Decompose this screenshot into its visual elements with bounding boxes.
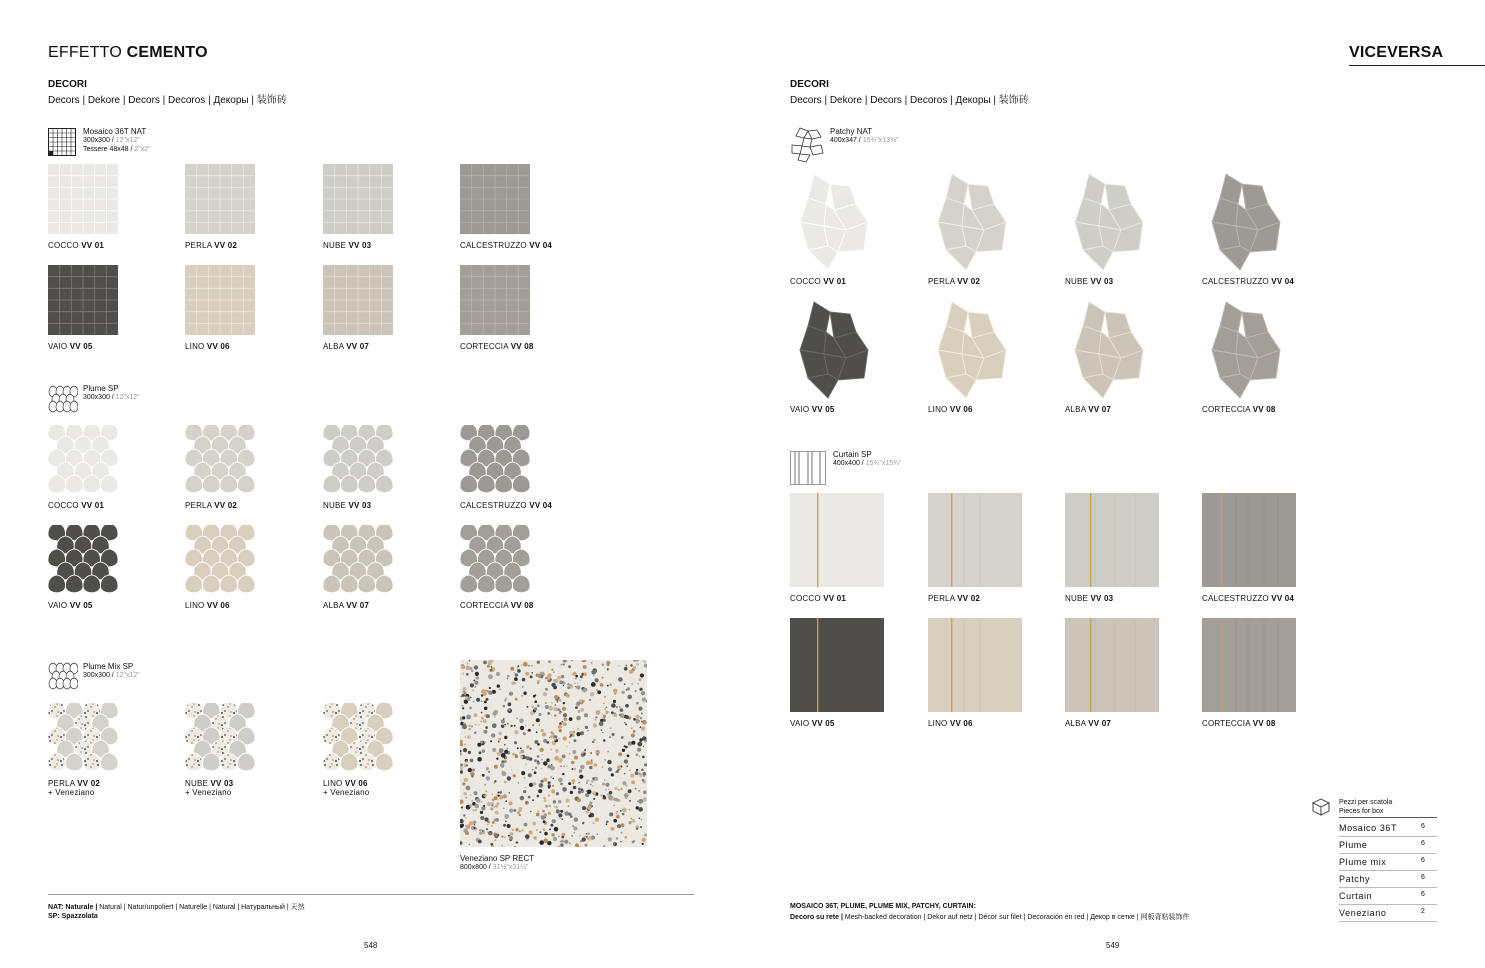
pieces-row	[1339, 888, 1437, 905]
plume-scale-icon	[48, 385, 78, 413]
patchy-caption-3	[1065, 277, 1113, 286]
patchy-swatch-3	[1065, 172, 1145, 272]
pieces-row	[1339, 905, 1437, 922]
colour-name: CORTECCIA	[460, 601, 511, 610]
patchy-caption-4	[1202, 277, 1294, 286]
plume-caption-1	[48, 501, 104, 510]
colour-code: VV 02	[957, 277, 981, 286]
plume-caption-4	[460, 501, 552, 510]
pieces-rule	[1339, 817, 1437, 818]
colour-name: CALCESTRUZZO	[1202, 594, 1272, 603]
colour-code: VV 07	[1088, 719, 1112, 728]
pieces-row-value: 2	[1421, 908, 1426, 915]
mix-extra: + Veneziano	[185, 788, 232, 797]
colour-name: ALBA	[1065, 405, 1089, 414]
mosaico-caption-3	[323, 241, 371, 250]
mix-extra: + Veneziano	[323, 788, 370, 797]
colour-code: VV 01	[823, 594, 846, 603]
colour-code: VV 06	[344, 779, 368, 788]
patchy-dim: 400x347 / 15¾"x13⅝"	[830, 137, 899, 144]
pieces-row-value: 6	[1421, 857, 1426, 864]
curtain-caption-5	[790, 719, 835, 728]
mosaico-info	[83, 127, 151, 154]
curtain-info	[833, 450, 901, 468]
patchy-caption-1	[790, 277, 846, 286]
mosaico-grid-icon	[48, 128, 76, 156]
mosaico-caption-7	[323, 342, 369, 351]
mosaico-caption-1	[48, 241, 104, 250]
plume-mix-caption-2	[185, 779, 233, 797]
pieces-row	[1339, 871, 1437, 888]
page-header-left: EFFETTO CEMENTO	[48, 44, 208, 61]
colour-code: VV 06	[949, 405, 973, 414]
colour-code: VV 08	[510, 601, 534, 610]
colour-code: VV 05	[811, 719, 835, 728]
header-rule	[1349, 65, 1485, 66]
colour-name: VAIO	[48, 342, 70, 351]
patchy-swatch-8	[1202, 300, 1282, 400]
colour-name: COCCO	[790, 594, 824, 603]
mesh-legend: Decoro su rete | Mesh-backed decoration | Dekor auf netz | Décor sur filet | Decoración en red | Декор в сетке | 网板背粘装饰件	[790, 914, 1190, 921]
plume-name: Plume SP	[83, 384, 119, 393]
plume-swatch-6	[185, 525, 255, 595]
curtain-caption-8	[1202, 719, 1276, 728]
patchy-swatch-4	[1202, 172, 1282, 272]
pieces-row-label: Mosaico 36T	[1339, 823, 1398, 833]
mix-extra: + Veneziano	[48, 788, 95, 797]
patchy-caption-7	[1065, 405, 1111, 414]
colour-code: VV 03	[210, 779, 234, 788]
pieces-row-value: 6	[1421, 874, 1426, 881]
colour-name: COCCO	[48, 501, 82, 510]
patchy-swatch-5	[790, 300, 870, 400]
colour-code: VV 02	[77, 779, 101, 788]
colour-code: VV 07	[346, 342, 370, 351]
curtain-swatch-3	[1065, 493, 1159, 587]
mosaico-swatch-5	[48, 265, 118, 335]
colour-name: PERLA	[928, 594, 958, 603]
mosaico-caption-8	[460, 342, 534, 351]
patchy-info	[830, 127, 898, 145]
pieces-row	[1339, 837, 1437, 854]
pieces-row	[1339, 854, 1437, 871]
colour-name: CALCESTRUZZO	[1202, 277, 1272, 286]
patchy-caption-2	[928, 277, 980, 286]
colour-code: VV 04	[1271, 594, 1295, 603]
curtain-caption-1	[790, 594, 846, 603]
colour-code: VV 04	[529, 241, 553, 250]
curtain-swatch-7	[1065, 618, 1159, 712]
colour-code: VV 08	[510, 342, 534, 351]
colour-code: VV 08	[1252, 405, 1276, 414]
colour-code: VV 03	[348, 501, 372, 510]
colour-name: LINO	[928, 719, 950, 728]
curtain-caption-2	[928, 594, 980, 603]
finish-legend-nat: NAT: Naturale | Natural | Natur/unpoliert | Naturelle | Natural | Натуральный | 天然	[48, 904, 305, 911]
plume-caption-7	[323, 601, 369, 610]
colour-code: VV 05	[811, 405, 835, 414]
plume-mix-scale-icon	[48, 662, 78, 690]
mosaico-swatch-6	[185, 265, 255, 335]
curtain-swatch-1	[790, 493, 884, 587]
patchy-caption-6	[928, 405, 973, 414]
veneziano-info	[460, 854, 534, 872]
colour-name: CORTECCIA	[1202, 719, 1253, 728]
colour-name: LINO	[185, 601, 207, 610]
pieces-row-value: 6	[1421, 823, 1426, 830]
pieces-row-value: 6	[1421, 891, 1426, 898]
curtain-stripes-icon	[790, 451, 826, 485]
colour-name: ALBA	[323, 601, 347, 610]
colour-code: VV 07	[1088, 405, 1112, 414]
colour-code: VV 06	[206, 342, 230, 351]
plume-swatch-7	[323, 525, 393, 595]
colour-name: CALCESTRUZZO	[460, 501, 530, 510]
colour-code: VV 03	[1090, 277, 1114, 286]
colour-name: PERLA	[185, 501, 215, 510]
colour-code: VV 03	[348, 241, 372, 250]
colour-code: VV 08	[1252, 719, 1276, 728]
plume-swatch-2	[185, 425, 255, 495]
colour-name: NUBE	[1065, 594, 1091, 603]
plume-swatch-4	[460, 425, 530, 495]
colour-name: CORTECCIA	[460, 342, 511, 351]
colour-code: VV 07	[346, 601, 370, 610]
plume-swatch-1	[48, 425, 118, 495]
colour-name: NUBE	[1065, 277, 1091, 286]
mosaico-swatch-1	[48, 164, 118, 234]
colour-code: VV 02	[214, 241, 238, 250]
plume-swatch-5	[48, 525, 118, 595]
mosaico-tessere: Tessere 48x48 / 2"x2"	[83, 146, 151, 153]
left-section-subtitle: Decors | Dekore | Decors | Decoros | Декоры | 装饰砖	[48, 95, 287, 106]
pieces-row-value: 6	[1421, 840, 1426, 847]
curtain-name: Curtain SP	[833, 450, 872, 459]
plume-dim: 300x300 / 12"x12"	[83, 394, 140, 401]
patchy-caption-8	[1202, 405, 1276, 414]
colour-name: PERLA	[48, 779, 78, 788]
patchy-hexagon-icon	[790, 127, 824, 163]
left-footer-rule	[48, 894, 694, 895]
pieces-subtitle: Pieces for box	[1339, 808, 1384, 815]
plume-info	[83, 384, 140, 402]
colour-name: VAIO	[48, 601, 70, 610]
colour-code: VV 04	[1271, 277, 1295, 286]
plume-mix-swatch-2	[185, 703, 255, 773]
plume-caption-6	[185, 601, 230, 610]
patchy-swatch-2	[928, 172, 1008, 272]
brand-title: VICEVERSA	[1349, 44, 1444, 61]
colour-code: VV 06	[206, 601, 230, 610]
patchy-caption-5	[790, 405, 835, 414]
pieces-row-label: Veneziano	[1339, 908, 1387, 918]
finish-legend-sp: SP: Spazzolata	[48, 913, 98, 920]
mosaico-caption-5	[48, 342, 93, 351]
curtain-swatch-6	[928, 618, 1022, 712]
curtain-swatch-4	[1202, 493, 1296, 587]
colour-name: NUBE	[185, 779, 211, 788]
colour-code: VV 04	[529, 501, 553, 510]
colour-name: ALBA	[1065, 719, 1089, 728]
right-section-subtitle: Decors | Dekore | Decors | Decoros | Декоры | 装饰砖	[790, 95, 1029, 106]
mosaico-caption-4	[460, 241, 552, 250]
curtain-caption-3	[1065, 594, 1113, 603]
pieces-row-label: Patchy	[1339, 874, 1371, 884]
patchy-swatch-6	[928, 300, 1008, 400]
plume-mix-name: Plume Mix SP	[83, 662, 134, 671]
left-section-title: DECORI	[48, 79, 87, 90]
box-icon	[1311, 797, 1331, 817]
pieces-row	[1339, 820, 1437, 837]
mosaico-swatch-4	[460, 164, 530, 234]
plume-caption-5	[48, 601, 93, 610]
plume-mix-caption-1	[48, 779, 100, 797]
mosaico-dim: 300x300 / 12"x12"	[83, 137, 140, 144]
plume-mix-dim: 300x300 / 12"x12"	[83, 672, 140, 679]
colour-name: NUBE	[323, 241, 349, 250]
pieces-row-label: Plume	[1339, 840, 1368, 850]
right-section-title: DECORI	[790, 79, 829, 90]
colour-code: VV 05	[69, 342, 93, 351]
colour-name: ALBA	[323, 342, 347, 351]
colour-name: NUBE	[323, 501, 349, 510]
plume-caption-8	[460, 601, 534, 610]
veneziano-terrazzo-tile	[460, 660, 647, 847]
mosaico-swatch-3	[323, 164, 393, 234]
plume-swatch-8	[460, 525, 530, 595]
curtain-dim: 400x400 / 15¾"x15¾"	[833, 460, 902, 467]
colour-code: VV 03	[1090, 594, 1114, 603]
plume-caption-2	[185, 501, 237, 510]
curtain-swatch-8	[1202, 618, 1296, 712]
mosaico-caption-2	[185, 241, 237, 250]
mosaico-swatch-7	[323, 265, 393, 335]
patchy-swatch-1	[790, 172, 870, 272]
mosaico-swatch-8	[460, 265, 530, 335]
colour-name: VAIO	[790, 719, 812, 728]
curtain-swatch-2	[928, 493, 1022, 587]
pieces-title: Pezzi per scatola	[1339, 799, 1393, 806]
mosaico-swatch-2	[185, 164, 255, 234]
veneziano-name: Veneziano SP RECT	[460, 854, 535, 863]
colour-code: VV 02	[214, 501, 238, 510]
mesh-products-label: MOSAICO 36T, PLUME, PLUME MIX, PATCHY, CURTAIN:	[790, 903, 976, 910]
patchy-swatch-7	[1065, 300, 1145, 400]
colour-name: LINO	[185, 342, 207, 351]
colour-name: COCCO	[790, 277, 824, 286]
colour-name: COCCO	[48, 241, 82, 250]
curtain-caption-4	[1202, 594, 1294, 603]
colour-code: VV 05	[69, 601, 93, 610]
plume-caption-3	[323, 501, 371, 510]
colour-name: PERLA	[928, 277, 958, 286]
plume-swatch-3	[323, 425, 393, 495]
plume-mix-info	[83, 662, 140, 680]
plume-mix-caption-3	[323, 779, 369, 797]
colour-code: VV 01	[81, 241, 104, 250]
mosaico-caption-6	[185, 342, 230, 351]
plume-mix-swatch-3	[323, 703, 393, 773]
colour-name: VAIO	[790, 405, 812, 414]
colour-code: VV 02	[957, 594, 981, 603]
curtain-swatch-5	[790, 618, 884, 712]
curtain-caption-7	[1065, 719, 1111, 728]
colour-code: VV 01	[823, 277, 846, 286]
page-number-right: 549	[1106, 941, 1120, 950]
colour-name: PERLA	[185, 241, 215, 250]
patchy-name: Patchy NAT	[830, 127, 873, 136]
colour-code: VV 01	[81, 501, 104, 510]
plume-mix-swatch-1	[48, 703, 118, 773]
colour-name: LINO	[323, 779, 345, 788]
pieces-row-label: Plume mix	[1339, 857, 1387, 867]
colour-name: CALCESTRUZZO	[460, 241, 530, 250]
pieces-row-label: Curtain	[1339, 891, 1373, 901]
colour-code: VV 06	[949, 719, 973, 728]
veneziano-dim: 800x800 / 31½"x31½"	[460, 864, 529, 871]
colour-name: LINO	[928, 405, 950, 414]
page-number-left: 548	[364, 941, 378, 950]
colour-name: CORTECCIA	[1202, 405, 1253, 414]
mosaico-name: Mosaico 36T NAT	[83, 127, 147, 136]
curtain-caption-6	[928, 719, 973, 728]
